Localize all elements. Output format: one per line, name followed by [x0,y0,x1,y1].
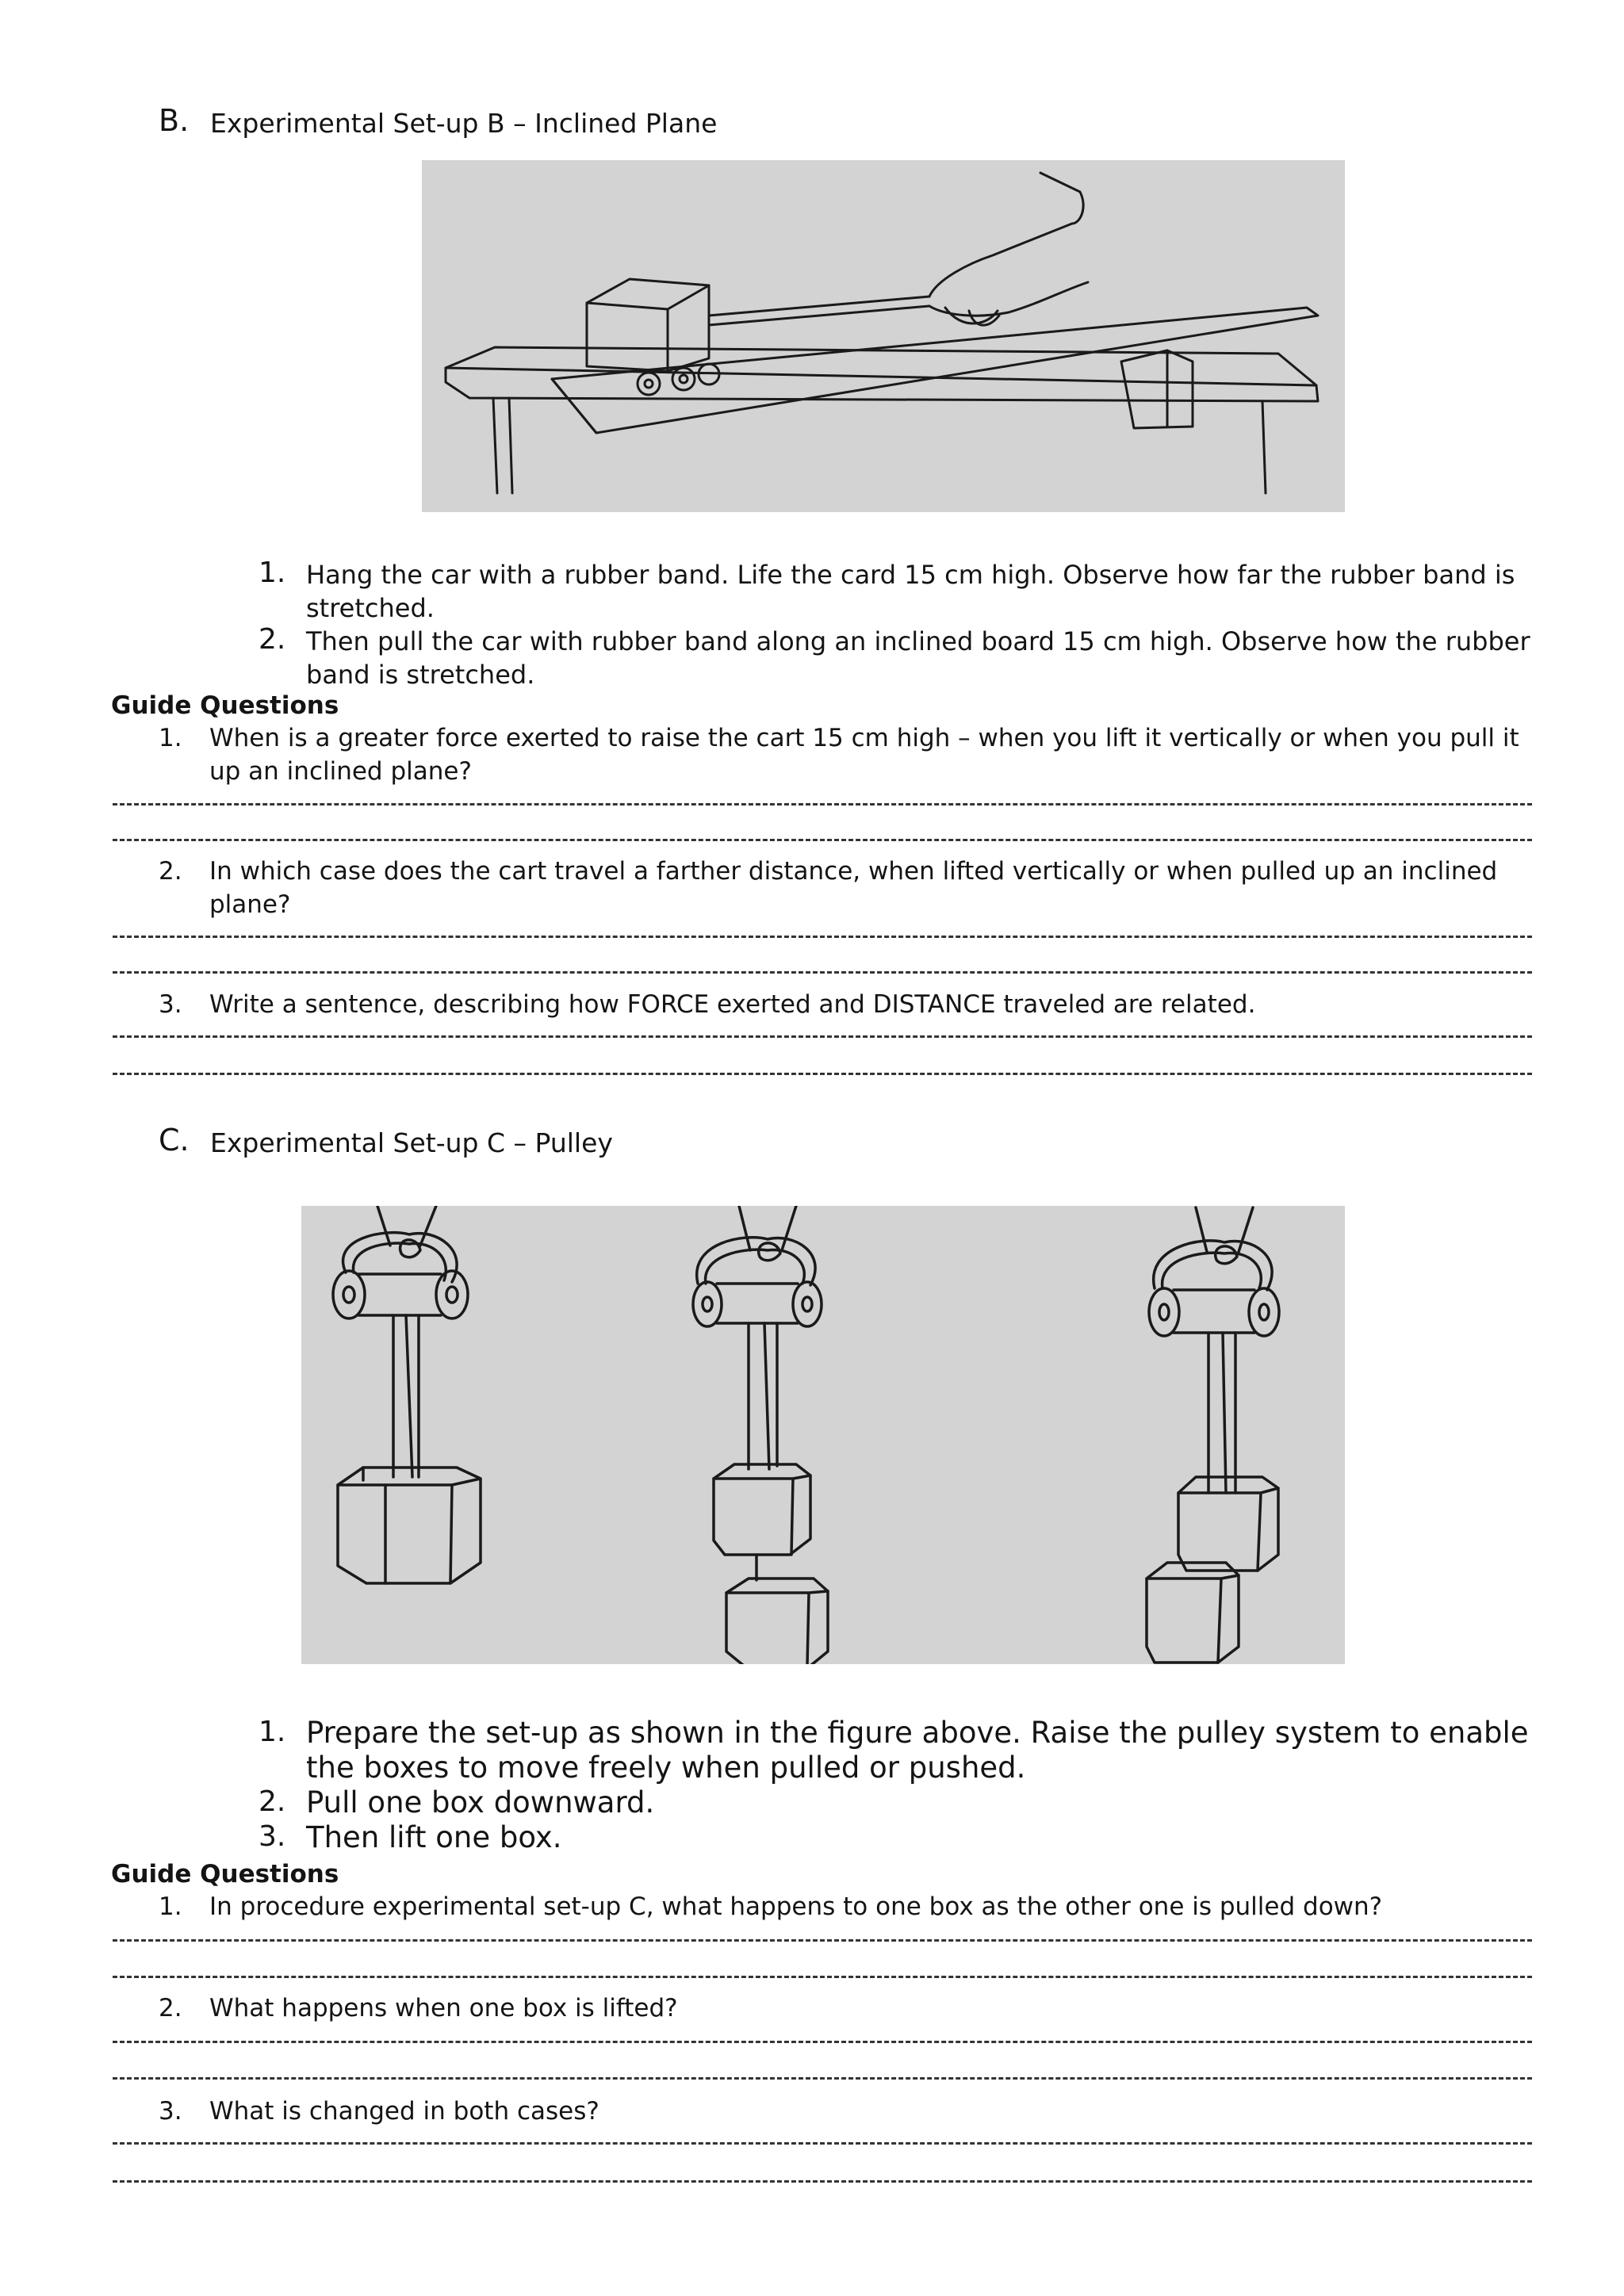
inclined-plane-figure [422,160,1345,512]
pulley-figure [301,1206,1345,1664]
c-procedure-number: 2. [259,1785,286,1818]
guide-questions-heading-c: Guide Questions [111,1860,339,1888]
answer-line [113,803,1532,806]
c-question-text: What is changed in both cases? [209,2097,599,2126]
answer-line [113,2077,1532,2080]
answer-line [113,936,1532,938]
c-procedure-step: Then lift one box. [306,1820,562,1854]
section-c-letter: C. [159,1123,190,1158]
section-b-title: Experimental Set-up B – Inclined Plane [210,108,718,139]
b-question-text: Write a sentence, describing how FORCE exerted and DISTANCE traveled are related. [209,990,1256,1019]
b-procedure-step: Hang the car with a rubber band. Life the card 15 cm high. Observe how far the rubber band is stretched. [306,560,1515,623]
c-procedure-number: 1. [259,1716,286,1748]
answer-line [113,2180,1532,2183]
b-procedure-step: Then pull the car with rubber band along an inclined board 15 cm high. Observe how the rubber band is stretched. [306,626,1530,690]
answer-line [113,1976,1532,1978]
b-procedure-number: 1. [259,557,286,589]
section-c-title: Experimental Set-up C – Pulley [210,1127,613,1158]
section-b-letter: B. [159,103,190,138]
c-procedure-step: Prepare the set-up as shown in the figure above. Raise the pulley system to enable the boxes to move freely when pulled or pushed. [306,1716,1529,1785]
c-question-text: What happens when one box is lifted? [209,1994,678,2022]
c-question-number: 3. [159,2097,182,2126]
b-question-text: When is a greater force exerted to raise the cart 15 cm high – when you lift it vertically or when you pull it up an inclined plane? [209,724,1519,786]
answer-line [113,2142,1532,2145]
c-procedure-number: 3. [259,1820,286,1853]
answer-line [113,839,1532,841]
answer-line [113,971,1532,974]
b-procedure-number: 2. [259,623,286,656]
answer-line [113,1073,1532,1075]
b-question-number: 3. [159,990,182,1019]
answer-line [113,1035,1532,1038]
b-question-text: In which case does the cart travel a farther distance, when lifted vertically or when pulled up an inclined plane? [209,857,1498,919]
c-question-number: 1. [159,1892,182,1921]
b-question-number: 1. [159,724,182,752]
guide-questions-heading-b: Guide Questions [111,691,339,720]
answer-line [113,2041,1532,2043]
c-question-number: 2. [159,1994,182,2022]
answer-line [113,1939,1532,1942]
c-question-text: In procedure experimental set-up C, what happens to one box as the other one is pulled down? [209,1892,1383,1921]
c-procedure-step: Pull one box downward. [306,1785,655,1820]
b-question-number: 2. [159,857,182,886]
